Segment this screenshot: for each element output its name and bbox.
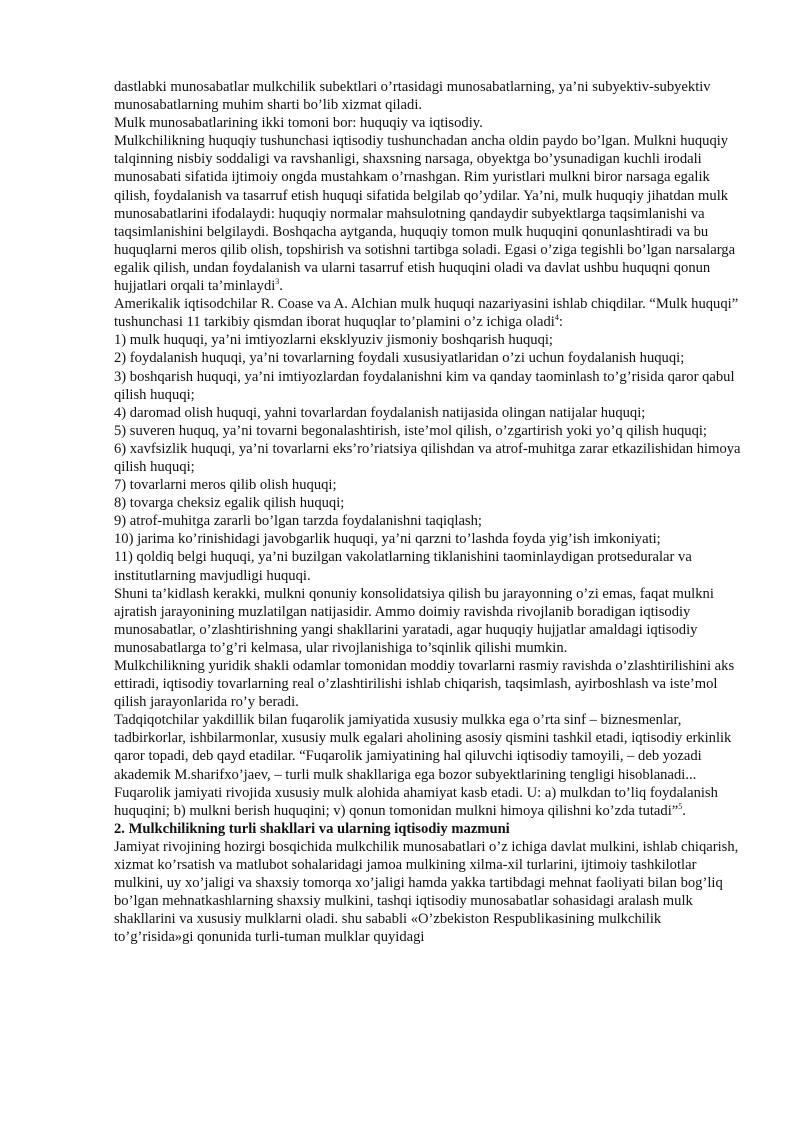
list-item-5: 5) suveren huquq, ya’ni tovarni begonalashtirish, iste’mol qilish, o’zgartirish yoki yo’q qilish huquqi; bbox=[114, 422, 707, 439]
list-item-1: 1) mulk huquqi, ya’ni imtiyozlarni eksklyuziv jismoniy boshqarish huquqi; bbox=[114, 332, 553, 349]
list-item-7: 7) tovarlarni meros qilib olish huquqi; bbox=[114, 477, 337, 494]
footnote-ref-5: 5 bbox=[678, 801, 683, 811]
section-heading: 2. Mulkchilikning turli shakllari va ularning iqtisodiy mazmuni bbox=[114, 820, 510, 837]
document-page bbox=[114, 78, 744, 947]
paragraph-legal-concept: Mulkchilikning huquqiy tushunchasi iqtisodiy tushunchadan ancha oldin paydo bo’lgan. Mulkni huquqiy talqinning nisbiy soddaligi va ravshanligi, shaxsning narsaga, obyektga bo’ysunadigan kuchli irodali munosabati sifatida ijtimoiy ongda mustahkam o’rnashgan. Rim yuristlari mulkni biror narsaga egalik qilish, foydalanish va tasarruf etish huquqi sifatida belgilab qo’ydilar. Ya’ni, mulk huquqiy jihatdan mulk munosabatlarini ifodalaydi: huquqiy normalar mahsulotning qandaydir subyektlarga taqsimlanishi va taqsimlanishini belgilaydi. Boshqacha aytganda, huquqiy tomon mulk huquqini qonunlashtiradi va bu huquqlarni meros qilib olish, topshirish va sotishni tartibga soladi. Egasi o’ziga tegishli bo’lgan narsalarga egalik qilish, undan foydalanish va ularni tasarruf etish huquqini oladi va davlat ushbu huquqni qonun hujjatlari orqali ta’minlaydi$^3$. bbox=[114, 133, 736, 295]
paragraph-coase-alchian: Amerikalik iqtisodchilar R. Coase va A. Alchian mulk huquqi nazariyasini ishlab chiqdilar. “Mulk huquqi” tushunchasi 11 tarkibiy qismdan iborat huquqlar to’plamini o’z ichiga oladi$^4$: bbox=[114, 296, 739, 331]
paragraph-current-stage: Jamiyat rivojining hozirgi bosqichida mulkchilik munosabatlari o’z ichiga davlat mulkini, ishlab chiqarish, xizmat ko’rsatish va matlubot sohalaridagi jamoa mulkining xilma-xil turlarini, ijtimoiy tashkilotlar mulkini, uy xo’jaligi va shaxsiy tomorqa xo’jaligi hamda yakka tartibdagi mehnat faoliyati bilan bog’liq bo’lgan mehnatkashlarning shaxsiy mulkini, tashqi iqtisodiy munosabatlar sohasidagi aralash mulk shakllarini va xususiy mulklarni oladi. shu sababli «O’zbekiston Respublikasining mulkchilik to’g’risida»gi qonunida turli-tuman mulklar quyidagi bbox=[114, 838, 739, 946]
list-item-4: 4) daromad olish huquqi, yahni tovarlardan foydalanish natijasida olingan natijalar huquqi; bbox=[114, 404, 646, 421]
paragraph-consolidation: Shuni ta’kidlash kerakki, mulkni qonuniy konsolidatsiya qilish bu jarayonning o’zi emas, faqat mulkni ajratish jarayonining muzlatilgan natijasidir. Ammo doimiy ravishda rivojlanib boradigan iqtisodiy munosabatlar, o’zlashtirishning yangi shakllarini yaratadi, agar huquqiy hujjatlar amaldagi iqtisodiy munosabatlarga to’g’ri kelmasa, ular rivojlanishiga to’sqinlik qilishi mumkin. bbox=[114, 585, 714, 656]
list-item-8: 8) tovarga cheksiz egalik qilish huquqi; bbox=[114, 495, 345, 512]
footnote-ref-3: 3 bbox=[275, 277, 280, 287]
paragraph-legal-form: Mulkchilikning yuridik shakli odamlar tomonidan moddiy tovarlarni rasmiy ravishda o’zlashtirilishini aks ettiradi, iqtisodiy tovarlarning real o’zlashtirilishi ishlab chiqarish, taqsimlash, ayirboshlash va iste’mol qilish jarayonlarida ro’y beradi. bbox=[114, 658, 735, 711]
list-item-3: 3) boshqarish huquqi, ya’ni imtiyozlardan foydalanishni kim va qanday taominlash to’g’risida qaror qabul qilish huquqi; bbox=[114, 368, 735, 403]
paragraph-continuation: dastlabki munosabatlar mulkchilik subektlari o’rtasidagi munosabatlarning, ya’ni subyektiv-subyektiv munosabatlarning muhim sharti bo’lib xizmat qiladi. bbox=[114, 79, 711, 114]
list-item-6: 6) xavfsizlik huquqi, ya’ni tovarlarni eks’ro’riatsiya qilishdan va atrof-muhitga zarar etkazilishidan himoya qilish huquqi; bbox=[114, 440, 741, 475]
paragraph-civil-society: Tadqiqotchilar yakdillik bilan fuqarolik jamiyatida xususiy mulkka ega o’rta sinf – biznesmenlar, tadbirkorlar, ishbilarmonlar, xususiy mulk egalari aholining asosiy qismini tashkil etadi, iqtisodiy erkinlik qaror topadi, deb qayd etadilar. “Fuqarolik jamiyatining hal qiluvchi iqtisodiy tamoyili, – deb yozadi akademik M.sharifxo’jaev, – turli mulk shakllariga ega bozor subyektlarining tengligi hisoblanadi... Fuqarolik jamiyati rivojida xususiy mulk alohida ahamiyat kasb etadi. U: a) mulkdan to’liq foydalanish huquqini; b) mulkni berish huquqini; v) qonun tomonidan mulkni himoya qilishni ko’zda tutadi”$^5$. bbox=[114, 712, 732, 819]
list-item-11: 11) qoldiq belgi huquqi, ya’ni buzilgan vakolatlarning tiklanishini taominlaydigan protseduralar va institutlarning mavjudligi huquqi. bbox=[114, 549, 692, 584]
footnote-ref-4: 4 bbox=[554, 313, 559, 323]
paragraph-two-sides: Mulk munosabatlarining ikki tomoni bor: huquqiy va iqtisodiy. bbox=[114, 115, 483, 132]
list-item-2: 2) foydalanish huquqi, ya’ni tovarlarning foydali xususiyatlaridan o’zi uchun foydalanish huquqi; bbox=[114, 350, 685, 367]
list-item-10: 10) jarima ko’rinishidagi javobgarlik huquqi, ya’ni qarzni to’lashda foyda yig’ish imkoniyati; bbox=[114, 531, 661, 548]
list-item-9: 9) atrof-muhitga zararli bo’lgan tarzda foydalanishni taqiqlash; bbox=[114, 513, 482, 530]
